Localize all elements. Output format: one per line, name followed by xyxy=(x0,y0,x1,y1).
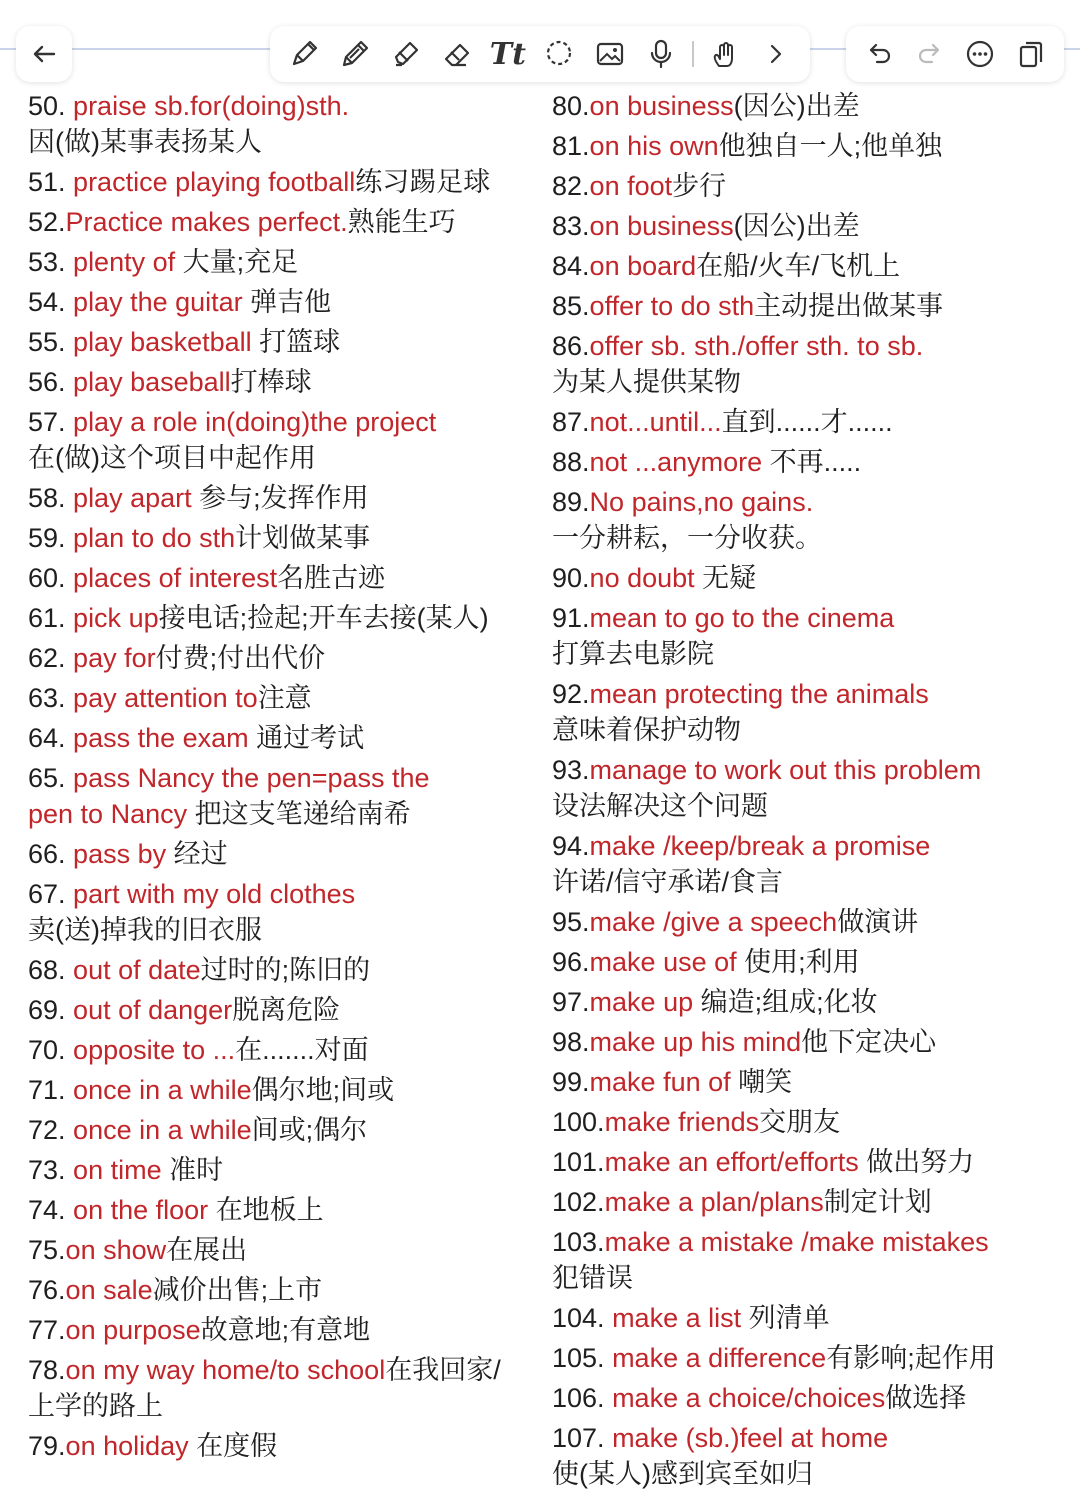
phrase-continuation xyxy=(552,1260,1072,1296)
phrase-entry xyxy=(28,204,533,240)
english-phrase: on purpose xyxy=(65,1315,201,1345)
entry-number: 65. xyxy=(28,763,74,793)
english-phrase: play apart xyxy=(73,483,200,513)
english-phrase: manage to work out this problem xyxy=(589,755,982,785)
phrase-entry xyxy=(28,1192,533,1228)
phrase-entry xyxy=(28,1232,533,1268)
english-phrase: make /keep/break a promise xyxy=(589,831,931,861)
redo-icon[interactable] xyxy=(910,34,950,74)
entry-number: 94. xyxy=(552,831,590,861)
english-phrase: pass the exam xyxy=(73,723,257,753)
phrase-entry xyxy=(28,1112,533,1148)
phrase-continuation xyxy=(552,520,1072,556)
phrase-entry xyxy=(552,904,1072,940)
phrase-entry xyxy=(552,404,1072,440)
phrase-entry xyxy=(28,640,533,676)
entry-number: 87. xyxy=(552,407,590,437)
english-phrase: make up his mind xyxy=(589,1027,802,1057)
entry-number: 102. xyxy=(552,1187,605,1217)
english-phrase: opposite to ... xyxy=(73,1035,236,1065)
phrase-entry xyxy=(552,288,1072,324)
english-phrase: on business xyxy=(589,211,734,241)
phrase-entry xyxy=(552,984,1072,1020)
phrase-entry xyxy=(552,600,1072,672)
chinese-meaning-line: 把这支笔递给南希 xyxy=(194,799,411,829)
chinese-meaning-line: 许诺/信守承诺/食言 xyxy=(552,867,784,897)
entry-number: 53. xyxy=(28,247,74,277)
phrase-entry xyxy=(28,680,533,716)
phrase-entry xyxy=(552,1340,1072,1376)
entry-number: 82. xyxy=(552,171,590,201)
chinese-meaning: 注意 xyxy=(257,683,312,713)
eraser-icon[interactable] xyxy=(437,34,477,74)
lasso-icon[interactable] xyxy=(539,34,579,74)
entry-number: 55. xyxy=(28,327,74,357)
phrase-entry xyxy=(28,364,533,400)
phrase-entry xyxy=(552,1024,1072,1060)
phrase-entry xyxy=(28,1428,533,1464)
chinese-meaning: 通过考试 xyxy=(256,723,365,753)
english-phrase: not ...anymore xyxy=(589,447,770,477)
entry-number: 61. xyxy=(28,603,74,633)
chinese-meaning: 接电话;捡起;开车去接(某人) xyxy=(158,603,489,633)
chevron-right-icon[interactable] xyxy=(756,34,796,74)
chinese-meaning: 直到......才...... xyxy=(721,407,893,437)
phrase-continuation xyxy=(552,636,1072,672)
chinese-meaning: (因公)出差 xyxy=(733,211,860,241)
english-phrase: offer sb. sth./offer sth. to sb. xyxy=(589,331,924,361)
english-phrase: Practice makes perfect. xyxy=(65,207,348,237)
chinese-meaning: 过时的;陈旧的 xyxy=(200,955,371,985)
phrase-continuation xyxy=(552,864,1072,900)
phrase-list-left xyxy=(28,88,533,1468)
english-phrase: mean protecting the animals xyxy=(589,679,929,709)
phrase-entry xyxy=(28,836,533,872)
english-phrase: No pains,no gains. xyxy=(589,487,814,517)
phrase-entry xyxy=(552,128,1072,164)
chinese-meaning: 准时 xyxy=(169,1155,224,1185)
phrase-continuation xyxy=(28,124,533,160)
entry-number: 100. xyxy=(552,1107,605,1137)
english-phrase: make an effort/efforts xyxy=(604,1147,867,1177)
chinese-meaning: 间或;偶尔 xyxy=(251,1115,368,1145)
phrase-continuation xyxy=(552,788,1072,824)
english-phrase: on time xyxy=(73,1155,170,1185)
entry-number: 104. xyxy=(552,1303,613,1333)
phrase-entry xyxy=(28,952,533,988)
chinese-meaning: 有影响;起作用 xyxy=(826,1343,996,1373)
chinese-meaning-line: 为某人提供某物 xyxy=(552,367,741,397)
english-phrase: no doubt xyxy=(589,563,703,593)
chinese-meaning: 大量;充足 xyxy=(182,247,299,277)
phrase-entry xyxy=(28,1352,533,1424)
phrase-entry xyxy=(28,720,533,756)
phrase-entry xyxy=(28,164,533,200)
english-phrase: once in a while xyxy=(73,1075,252,1105)
english-phrase: make a difference xyxy=(612,1343,827,1373)
english-phrase: on foot xyxy=(589,171,673,201)
pen-icon[interactable] xyxy=(284,34,324,74)
chinese-meaning: 做选择 xyxy=(885,1383,967,1413)
phrase-continuation xyxy=(28,440,533,476)
english-phrase: pay attention to xyxy=(73,683,258,713)
english-phrase: praise sb.for(doing)sth. xyxy=(73,91,350,121)
entry-number: 71. xyxy=(28,1075,74,1105)
chinese-meaning-line: 意味着保护动物 xyxy=(552,715,741,745)
chinese-meaning: 打篮球 xyxy=(259,327,341,357)
english-phrase: pass by xyxy=(73,839,174,869)
chinese-meaning-line: 在(做)这个项目中起作用 xyxy=(28,443,316,473)
entry-number: 78. xyxy=(28,1355,66,1385)
entry-number: 107. xyxy=(552,1423,613,1453)
chinese-meaning: 主动提出做某事 xyxy=(754,291,944,321)
entry-number: 62. xyxy=(28,643,74,673)
entry-number: 98. xyxy=(552,1027,590,1057)
chinese-meaning: 名胜古迹 xyxy=(277,563,386,593)
english-phrase: pass Nancy the pen=pass the xyxy=(73,763,430,793)
chinese-meaning-line: 犯错误 xyxy=(552,1263,633,1293)
chinese-meaning: 经过 xyxy=(173,839,228,869)
english-phrase: play the guitar xyxy=(73,287,251,317)
english-phrase: part with my old clothes xyxy=(73,879,356,909)
english-phrase: plan to do sth xyxy=(73,523,236,553)
phrase-entry xyxy=(552,328,1072,400)
entry-number: 51. xyxy=(28,167,74,197)
phrase-entry xyxy=(28,1152,533,1188)
entry-number: 84. xyxy=(552,251,590,281)
english-phrase: make a list xyxy=(612,1303,749,1333)
entry-number: 75. xyxy=(28,1235,66,1265)
chinese-meaning-line: 因(做)某事表扬某人 xyxy=(28,127,262,157)
english-phrase: out of date xyxy=(73,955,201,985)
phrase-entry xyxy=(552,484,1072,556)
english-phrase: on the floor xyxy=(73,1195,216,1225)
phrase-entry xyxy=(28,404,533,476)
english-phrase: make a choice/choices xyxy=(612,1383,886,1413)
chinese-meaning: 列清单 xyxy=(748,1303,830,1333)
more-options-icon[interactable] xyxy=(960,34,1000,74)
phrase-entry xyxy=(552,1184,1072,1220)
entry-number: 93. xyxy=(552,755,590,785)
phrase-entry xyxy=(552,1380,1072,1416)
chinese-meaning: 在.......对面 xyxy=(235,1035,369,1065)
english-phrase: mean to go to the cinema xyxy=(589,603,895,633)
chinese-meaning-line: 打算去电影院 xyxy=(552,639,714,669)
entry-number: 97. xyxy=(552,987,590,1017)
phrase-continuation xyxy=(28,1388,533,1424)
entry-number: 52. xyxy=(28,207,66,237)
phrase-entry xyxy=(552,560,1072,596)
chinese-meaning-line: 卖(送)掉我的旧衣服 xyxy=(28,915,262,945)
phrase-entry xyxy=(28,480,533,516)
english-phrase: make use of xyxy=(589,947,745,977)
phrase-entry xyxy=(28,1312,533,1348)
english-phrase: make friends xyxy=(604,1107,760,1137)
chinese-meaning-line: 使(某人)感到宾至如归 xyxy=(552,1459,813,1489)
chinese-meaning: (因公)出差 xyxy=(733,91,860,121)
entry-number: 77. xyxy=(28,1315,66,1345)
entry-number: 63. xyxy=(28,683,74,713)
english-phrase: on board xyxy=(589,251,697,281)
chinese-meaning: 脱离危险 xyxy=(232,995,341,1025)
phrase-entry xyxy=(28,560,533,596)
chinese-meaning: 在我回家/ xyxy=(385,1355,501,1385)
entry-number: 96. xyxy=(552,947,590,977)
entry-number: 76. xyxy=(28,1275,66,1305)
chinese-meaning: 交朋友 xyxy=(759,1107,841,1137)
phrase-continuation xyxy=(552,712,1072,748)
english-phrase: not...until... xyxy=(589,407,722,437)
phrase-entry xyxy=(552,752,1072,824)
chinese-meaning: 练习踢足球 xyxy=(355,167,491,197)
english-phrase: offer to do sth xyxy=(589,291,755,321)
entry-number: 72. xyxy=(28,1115,74,1145)
chinese-meaning-line: 一分耕耘，一分收获。 xyxy=(552,523,822,553)
entry-number: 56. xyxy=(28,367,74,397)
chinese-meaning: 故意地;有意地 xyxy=(200,1315,371,1345)
phrase-entry xyxy=(552,1224,1072,1296)
chinese-meaning: 步行 xyxy=(672,171,727,201)
entry-number: 90. xyxy=(552,563,590,593)
entry-number: 89. xyxy=(552,487,590,517)
entry-number: 67. xyxy=(28,879,74,909)
english-phrase: pick up xyxy=(73,603,159,633)
phrase-entry xyxy=(28,600,533,636)
entry-number: 81. xyxy=(552,131,590,161)
english-phrase: play baseball xyxy=(73,367,231,397)
chinese-meaning: 嘲笑 xyxy=(738,1067,793,1097)
entry-number: 64. xyxy=(28,723,74,753)
chinese-meaning: 弹吉他 xyxy=(250,287,332,317)
english-phrase: pay for xyxy=(73,643,156,673)
chinese-meaning: 制定计划 xyxy=(823,1187,932,1217)
phrase-entry xyxy=(28,1272,533,1308)
english-phrase: on sale xyxy=(65,1275,153,1305)
chinese-meaning: 计划做某事 xyxy=(235,523,371,553)
phrase-continuation xyxy=(28,912,533,948)
english-phrase: make up xyxy=(589,987,701,1017)
entry-number: 106. xyxy=(552,1383,613,1413)
entry-number: 95. xyxy=(552,907,590,937)
chinese-meaning-line: 上学的路上 xyxy=(28,1391,163,1421)
english-phrase: make a mistake /make mistakes xyxy=(604,1227,989,1257)
pencil-icon[interactable] xyxy=(335,34,375,74)
phrase-entry xyxy=(28,1072,533,1108)
drawing-toolbar xyxy=(270,26,810,82)
entry-number: 57. xyxy=(28,407,74,437)
phrase-entry xyxy=(552,208,1072,244)
chinese-meaning: 做演讲 xyxy=(837,907,919,937)
toolbar-separator xyxy=(692,41,694,67)
entry-number: 105. xyxy=(552,1343,613,1373)
english-phrase: on business xyxy=(589,91,734,121)
phrase-entry xyxy=(552,676,1072,748)
chinese-meaning: 在船/火车/飞机上 xyxy=(696,251,901,281)
english-phrase: on show xyxy=(65,1235,167,1265)
english-phrase: on his own xyxy=(589,131,719,161)
entry-number: 54. xyxy=(28,287,74,317)
entry-number: 99. xyxy=(552,1067,590,1097)
phrase-entry xyxy=(552,248,1072,284)
chinese-meaning: 他独自一人;他单独 xyxy=(718,131,943,161)
phrase-entry xyxy=(552,828,1072,900)
entry-number: 83. xyxy=(552,211,590,241)
english-phrase: places of interest xyxy=(73,563,278,593)
image-icon[interactable] xyxy=(590,34,630,74)
phrase-entry xyxy=(28,520,533,556)
phrase-entry xyxy=(552,1104,1072,1140)
english-phrase: make (sb.)feel at home xyxy=(612,1423,889,1453)
document-actions xyxy=(846,26,1064,82)
phrase-entry xyxy=(552,1144,1072,1180)
chinese-meaning-line: 设法解决这个问题 xyxy=(552,791,768,821)
highlighter-icon[interactable] xyxy=(386,34,426,74)
english-phrase: on holiday xyxy=(65,1431,197,1461)
entry-number: 101. xyxy=(552,1147,605,1177)
phrase-entry xyxy=(28,760,533,832)
undo-icon[interactable] xyxy=(859,34,899,74)
chinese-meaning: 无疑 xyxy=(702,563,757,593)
entry-number: 70. xyxy=(28,1035,74,1065)
chinese-meaning: 熟能生巧 xyxy=(347,207,456,237)
english-phrase: once in a while xyxy=(73,1115,252,1145)
chinese-meaning: 编造;组成;化妆 xyxy=(700,987,878,1017)
phrase-entry xyxy=(28,992,533,1028)
entry-number: 69. xyxy=(28,995,74,1025)
phrase-entry xyxy=(552,1064,1072,1100)
phrase-list-right xyxy=(552,88,1072,1496)
chinese-meaning: 不再..... xyxy=(769,447,862,477)
entry-number: 86. xyxy=(552,331,590,361)
entry-number: 73. xyxy=(28,1155,74,1185)
pages-icon[interactable] xyxy=(1011,34,1051,74)
entry-number: 68. xyxy=(28,955,74,985)
entry-number: 66. xyxy=(28,839,74,869)
back-button[interactable] xyxy=(16,26,72,82)
chinese-meaning: 参与;发挥作用 xyxy=(199,483,369,513)
entry-number: 88. xyxy=(552,447,590,477)
entry-number: 79. xyxy=(28,1431,66,1461)
microphone-icon[interactable] xyxy=(641,34,681,74)
phrase-entry xyxy=(28,324,533,360)
chinese-meaning: 打棒球 xyxy=(230,367,312,397)
text-tool-icon[interactable]: Tt xyxy=(489,36,526,72)
chinese-meaning: 在度假 xyxy=(196,1431,278,1461)
phrase-continuation xyxy=(552,364,1072,400)
phrase-entry xyxy=(28,876,533,948)
entry-number: 50. xyxy=(28,91,74,121)
chinese-meaning: 在地板上 xyxy=(215,1195,324,1225)
chinese-meaning: 付费;付出代价 xyxy=(155,643,326,673)
entry-number: 85. xyxy=(552,291,590,321)
phrase-entry xyxy=(552,944,1072,980)
entry-number: 58. xyxy=(28,483,74,513)
phrase-entry xyxy=(28,1032,533,1068)
phrase-entry xyxy=(28,284,533,320)
phrase-entry xyxy=(552,88,1072,124)
chinese-meaning: 减价出售;上市 xyxy=(152,1275,323,1305)
back-arrow-icon[interactable] xyxy=(24,34,64,74)
phrase-entry xyxy=(552,1420,1072,1492)
english-phrase: make a plan/plans xyxy=(604,1187,824,1217)
chinese-meaning: 偶尔地;间或 xyxy=(251,1075,395,1105)
phrase-entry xyxy=(552,444,1072,480)
phrase-continuation xyxy=(552,1456,1072,1492)
english-phrase: make fun of xyxy=(589,1067,739,1097)
entry-number: 80. xyxy=(552,91,590,121)
english-phrase: play basketball xyxy=(73,327,260,357)
entry-number: 103. xyxy=(552,1227,605,1257)
english-phrase: out of danger xyxy=(73,995,233,1025)
english-phrase: practice playing football xyxy=(73,167,356,197)
chinese-meaning: 使用;利用 xyxy=(744,947,860,977)
phrase-entry xyxy=(552,168,1072,204)
phrase-continuation xyxy=(28,796,533,832)
english-phrase: on my way home/to school xyxy=(65,1355,386,1385)
chinese-meaning: 做出努力 xyxy=(866,1147,975,1177)
entry-number: 59. xyxy=(28,523,74,553)
phrase-entry xyxy=(552,1300,1072,1336)
phrase-entry xyxy=(28,244,533,280)
chinese-meaning: 他下定决心 xyxy=(801,1027,937,1057)
entry-number: 74. xyxy=(28,1195,74,1225)
entry-number: 60. xyxy=(28,563,74,593)
chinese-meaning: 在展出 xyxy=(166,1235,248,1265)
entry-number: 91. xyxy=(552,603,590,633)
hand-touch-icon[interactable] xyxy=(705,34,745,74)
phrase-entry xyxy=(28,88,533,160)
english-phrase: play a role in(doing)the project xyxy=(73,407,437,437)
english-phrase-continued: pen to Nancy xyxy=(28,799,195,829)
english-phrase: plenty of xyxy=(73,247,183,277)
english-phrase: make /give a speech xyxy=(589,907,838,937)
entry-number: 92. xyxy=(552,679,590,709)
